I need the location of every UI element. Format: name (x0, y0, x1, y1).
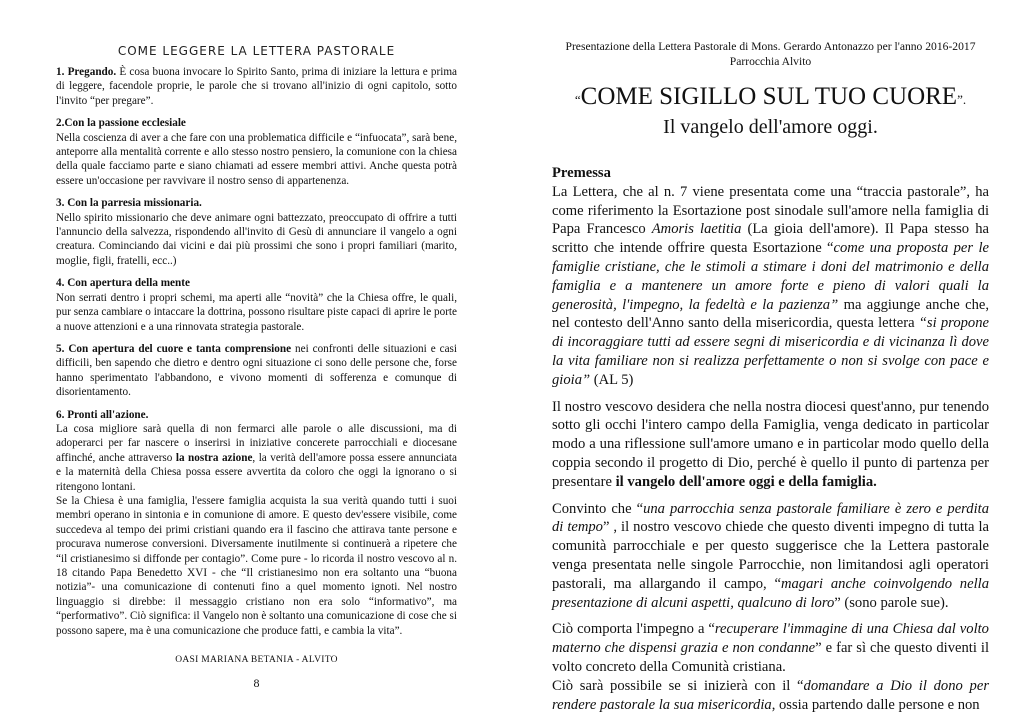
section-6-emphasis: la nostra azione (175, 451, 253, 464)
section-5-heading: 5. Con apertura del cuore e tanta comprensione (56, 342, 292, 355)
section-2 (56, 116, 457, 188)
paragraph-2: Il nostro vescovo desidera che nella nostra diocesi quest'anno, pur tenendo sotto gli occhi l'intero campo della Famiglia, venga dedicato in particolar modo a una riflessione sull'amore umano e in particolar modo quello della coppia secondo il progetto di Dio, perché è quello il punto di partenza per presentare il vangelo dell'amore oggi e della famiglia. (552, 398, 989, 490)
section-6-heading: 6. Pronti all'azione. (56, 408, 149, 421)
document-subtitle: Il vangelo dell'amore oggi. (663, 116, 878, 138)
section-3-heading: 3. Con la parresia missionaria. (56, 197, 202, 210)
right-page-header (552, 40, 989, 69)
paragraph-1: La Lettera, che al n. 7 viene presentata come una “traccia pastorale”, ha come riferimento la Esortazione post sinodale sull'amore nella famiglia di Papa Francesco Amoris laetitia (La gioia dell'amore). Il Papa stesso ha scritto che intende offrire questa Esortazione “come una proposta per le famiglie cristiane, che le stimoli a stimare i doni del matrimonio e della famiglia e a mantenere un amore forte e pieno di valori quali la generosità, l'impegno, la fedeltà e la pazienza” ma aggiunge anche che, nel contesto dell'Anno santo della misericordia, questa lettera “si propone di incoraggiare tutti ad essere segni di misericordia e di vicinanza lì dove la vita familiare non si realizza perfettamente o non si svolge con pace e gioia” (AL 5) (552, 183, 989, 388)
paragraph-3: Convinto che “una parrocchia senza pastorale familiare è zero e perdita di tempo” , il nostro vescovo chiede che questo diventi impegno di tutta la comunità parrocchiale e per questo suggerisce che la Lettera pastorale venga presentata nelle singole Parrocchie, non limitandosi agli operatori pastorali, ma allargando il campo, “magari anche coinvolgendo nella presentazione di alcuni aspetti, qualcuno di loro” (sono parole sue). (552, 500, 990, 611)
section-3 (56, 196, 457, 268)
section-5-text: nei confronti delle situazioni e casi difficili, ben sapendo che dietro e dentro ogni situazione ci sono delle persone che, forse hanno sperimentato l'abbandono, e vivono momenti di sofferenza e comunque di disorientamento. (56, 342, 457, 399)
section-3-text: Nello spirito missionario che deve animare ogni battezzato, preoccupato di offrire a tutti l'annuncio della salvezza, rispondendo all'invito di Gesù di annunciare il vangelo a ogni creatura. Cominciando dai vicini e dai più prossimi che sono i propri familiari (marito, moglie, figli, fratelli, ecc..) (56, 211, 457, 267)
paragraph-4: Ciò comporta l'impegno a “recuperare l'immagine di una Chiesa dal volto materno che dispensi grazia e non condanne” e far sì che questo diventi il volto concreto della Comunità cristiana. (552, 621, 990, 675)
right-page (512, 0, 1024, 725)
section-5 (56, 342, 457, 400)
header-line-2: Parrocchia Alvito (729, 54, 812, 68)
left-page-title: COME LEGGERE LA LETTERA PASTORALE (117, 44, 396, 58)
section-4-text: Non serrati dentro i propri schemi, ma aperti alle “novità” che la Chiesa offre, le quali, pur senza cambiare o intaccare la dottrina, possono risultare piste capaci di aprire le porte a nuove attenzioni e a una rinnovata strategia pastorale. (56, 291, 457, 333)
section-6-text: La cosa migliore sarà quella di non fermarci alle parole o alle discussioni, ma di adoperarci per far nascere o inserirsi in iniziative concerete parrocchiali e diocesane affinché, anche attraverso la nostra azione, la verità dell'amore possa essere annunciata e la maternità della Chiesa possa essere avvertita da coloro che oggi la ignorano o si ritengono lontani. (56, 422, 457, 493)
section-4-heading: 4. Con apertura della mente (56, 277, 190, 290)
section-4 (56, 276, 457, 334)
section-6 (56, 408, 457, 639)
section-2-text: Nella coscienza di aver a che fare con una problematica difficile e “infuocata”, sarà bene, anteporre alla mentalità corrente e allo stesso nostro pensiero, la comunione con la chiesa della quale facciamo parte e siano chiamati ad essere membri attivi. Anche questa potrà essere un'occasione per ravvivare il nostro senso di appartenenza. (56, 131, 457, 187)
section-1 (56, 65, 457, 108)
left-page-footer: OASI MARIANA BETANIA - ALVITO (175, 655, 338, 665)
page-number: 8 (253, 676, 260, 690)
document-title: “COME SIGILLO SUL TUO CUORE”. (574, 83, 967, 110)
paragraph-5: Ciò sarà possibile se si inizierà con il “domandare a Dio il dono per rendere pastorale la sua misericordia, ossia partendo dalle persone e non (552, 677, 989, 713)
section-6-text-continued: Se la Chiesa è una famiglia, l'essere famiglia acquista la sua verità quando tutti i suoi membri operano in sintonia e in comunione di amore. E questo dev'essere visibile, come succedeva al tempo dei primi cristiani quando era il fascino che attirava tante persone e procurava numerose conversioni. Diversamente inutilmente si continuerà a ripetere che “il cristianesimo si diffonde per contagio”. Come pure - lo ricorda il nostro vescovo al n. 18 citando Papa Benedetto XVI - che “Il cristianesimo non era soltanto una “buona notizia”- una comunicazione di contenuti fino a quel momento ignoti. Nel nostro linguaggio si direbbe: il messaggio cristiano non era solo “informativo”, ma “performativo”. Ciò significa: il Vangelo non è soltanto una comunicazione di cose che si possono sapere, ma è una comunicazione che produce fatti, e cambia la vita”. (56, 494, 457, 637)
section-title-premessa: Premessa (552, 165, 611, 181)
header-line-1: Presentazione della Lettera Pastorale di Mons. Gerardo Antonazzo per l'anno 2016-2017 (565, 40, 976, 53)
section-1-heading: 1. Pregando. (56, 66, 117, 78)
section-2-heading: 2.Con la passione ecclesiale (56, 117, 186, 130)
section-1-text: È cosa buona invocare lo Spirito Santo, prima di iniziare la lettura e prima di leggere, facendole proprie, le parole che si trovano all'inizio di ogni capitolo, sotto l'invito “per pregare”. (56, 66, 457, 107)
